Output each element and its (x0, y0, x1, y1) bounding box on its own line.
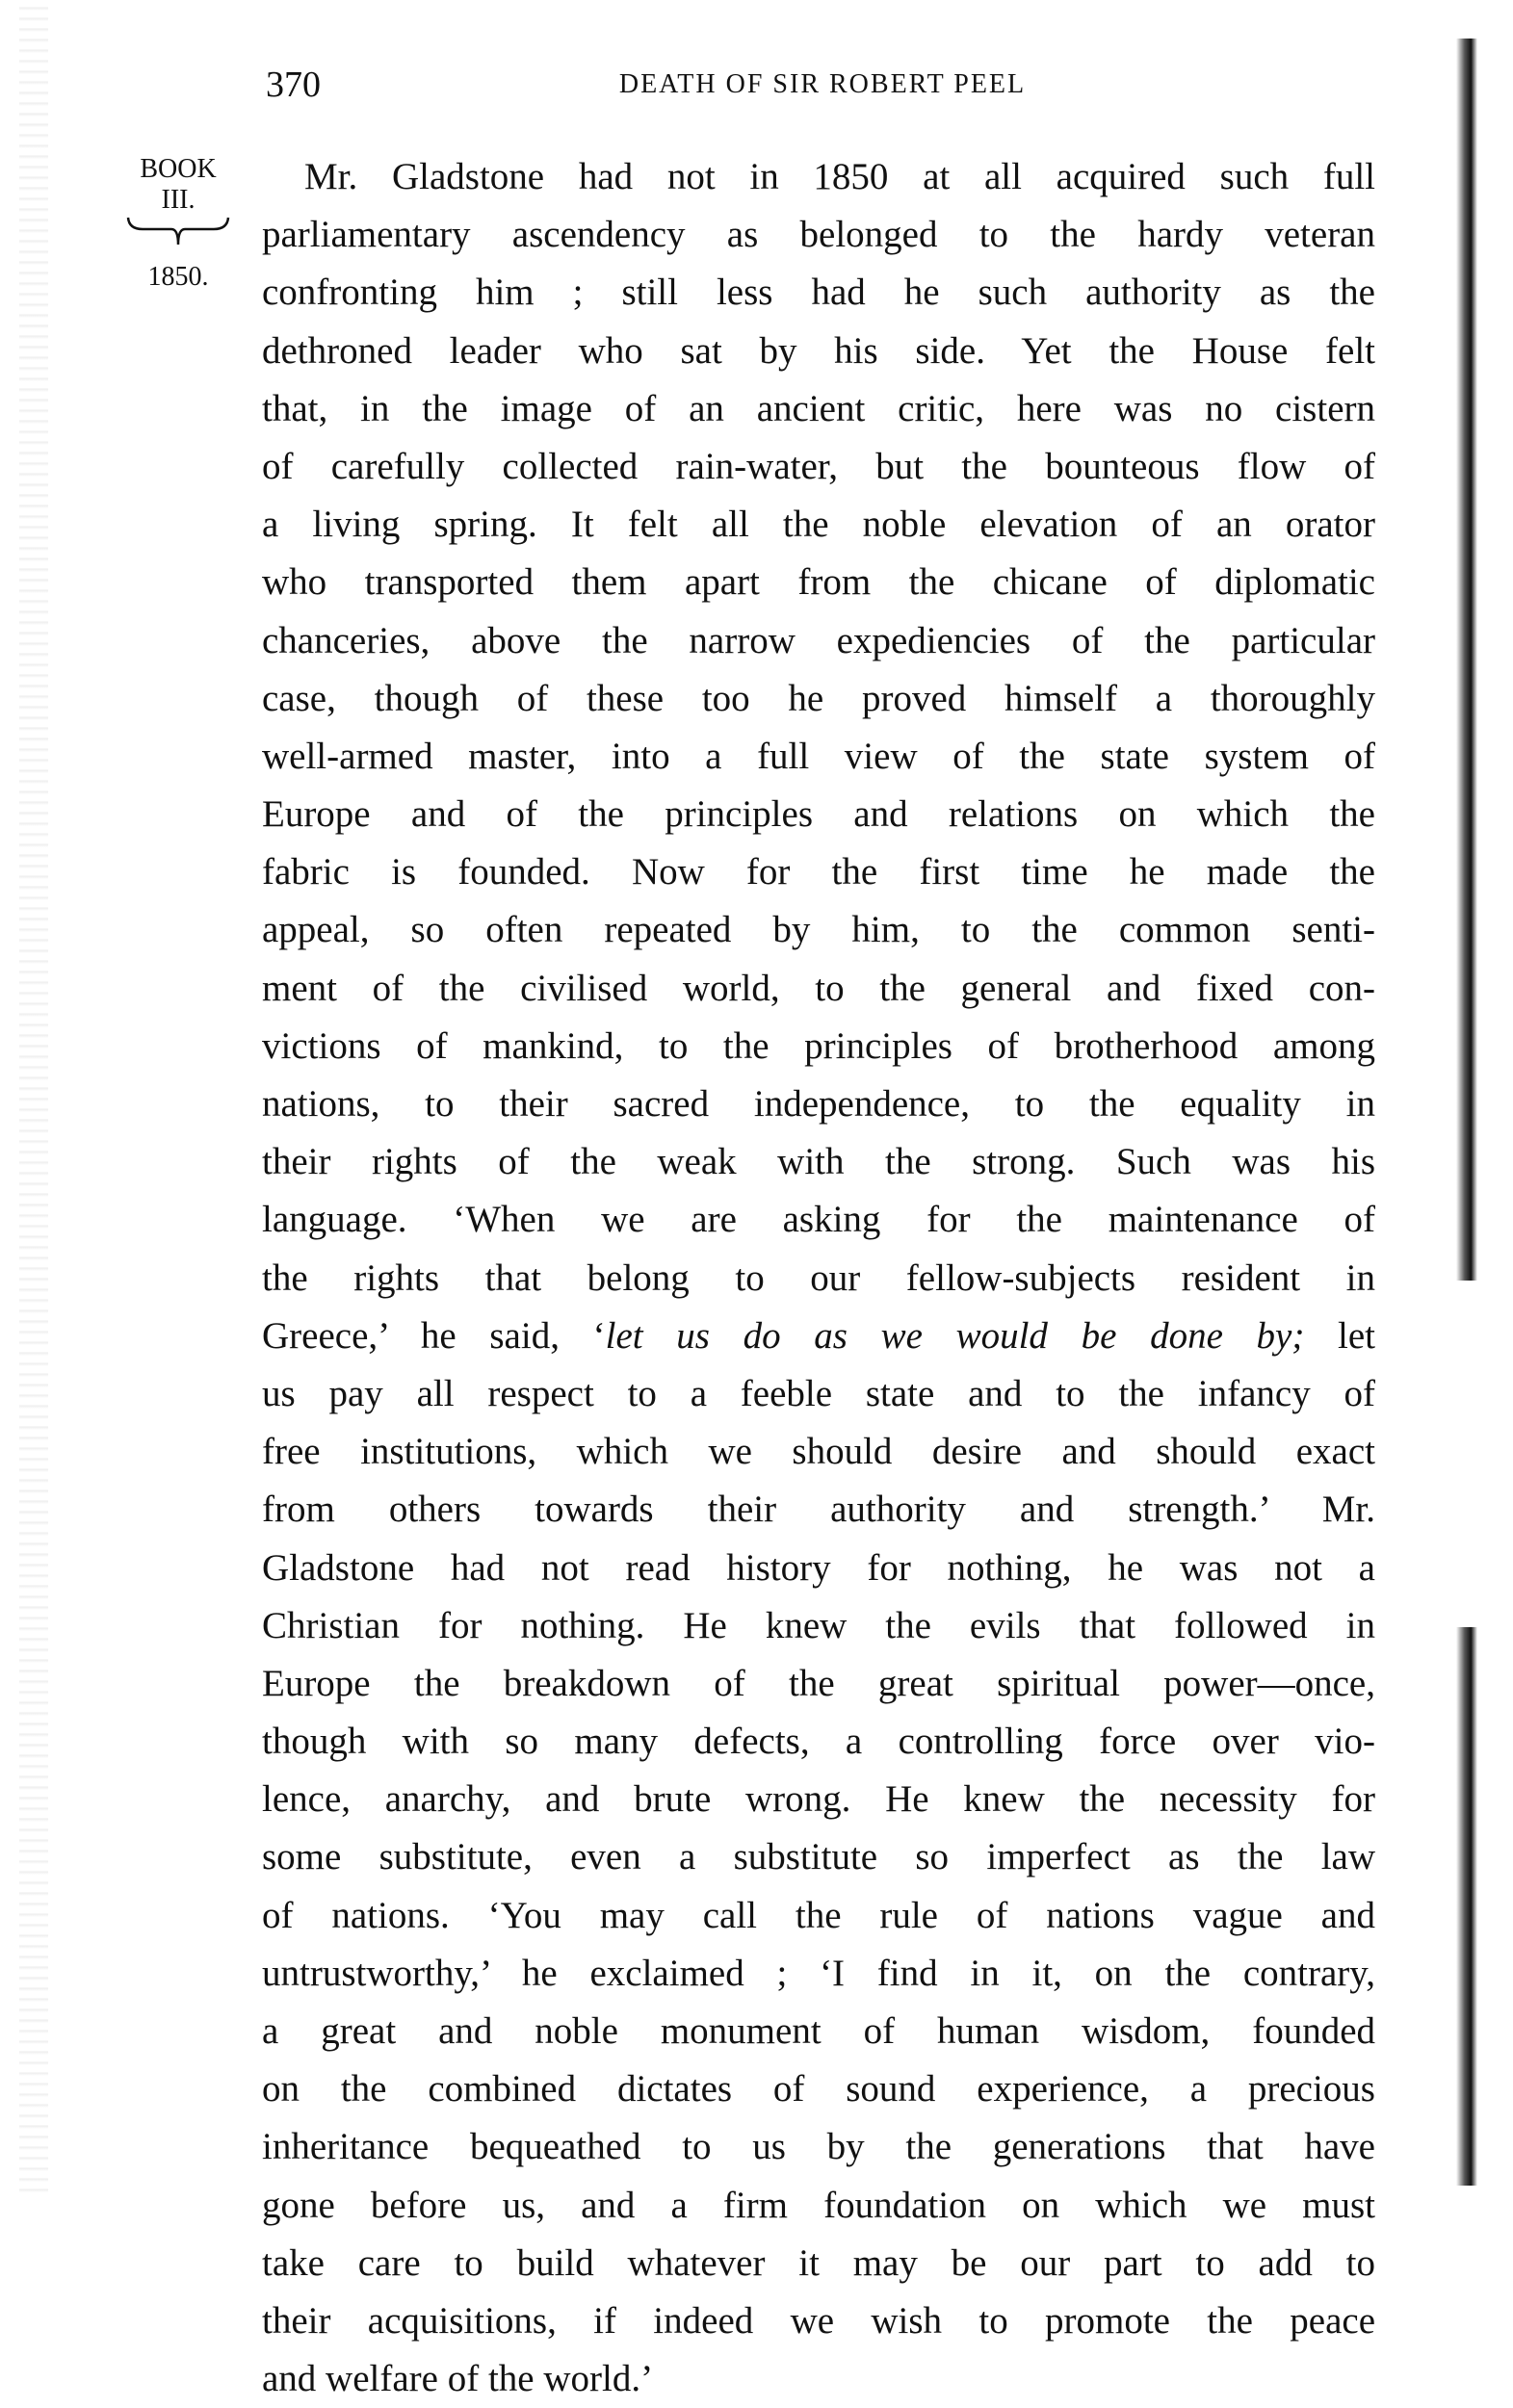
margin-volume: III. (161, 185, 196, 215)
text-line: well-armed master, into a full view of the state system of (262, 735, 1375, 777)
text-line: Mr. Gladstone had not in 1850 at all acquired such full (304, 156, 1375, 197)
text-line: from others towards their authority and strength.’ Mr. (262, 1489, 1375, 1531)
text-line: Gladstone had not read history for nothing, he was not a (262, 1546, 1375, 1589)
text-line: dethroned leader who sat by his side. Yet the House felt (262, 329, 1375, 372)
text-line: gone before us, and a firm foundation on which we must (262, 2184, 1375, 2226)
text-line: language. ‘When we are asking for the maintenance of (262, 1199, 1375, 1241)
text-line: parliamentary ascendency as belonged to the hardy veteran (262, 214, 1375, 256)
text-line: on the combined dictates of sound experience, a precious (262, 2068, 1375, 2110)
margin-book: BOOK (140, 154, 217, 184)
text-line: free institutions, which we should desire and should exact (262, 1431, 1375, 1473)
text-line (262, 1308, 1375, 1365)
text-line: who transported them apart from the chicane of diplomatic (262, 561, 1375, 604)
text-line: Christian for nothing. He knew the evils that followed in (262, 1604, 1375, 1646)
text-line: some substitute, even a substitute so imperfect as the law (262, 1836, 1375, 1878)
brace-icon (125, 216, 231, 248)
text-line: ment of the civilised world, to the general and fixed con- (262, 967, 1375, 1009)
text-segment-italic: let us do as we would be done by; (605, 1314, 1305, 1357)
page-number: 370 (266, 65, 321, 105)
text-line: of nations. ‘You may call the rule of nations vague and (262, 1894, 1375, 1936)
text-line: take care to build whatever it may be our part to add to (262, 2241, 1375, 2284)
text-line: us pay all respect to a feeble state and to the infancy of (262, 1372, 1375, 1414)
text-line: the rights that belong to our fellow-subjects resident in (262, 1256, 1375, 1299)
text-line: that, in the image of an ancient critic, here was no cistern (262, 387, 1375, 429)
margin-year: 1850. (147, 262, 209, 292)
text-segment-post: let (1304, 1314, 1376, 1357)
text-line: and welfare of the world.’ (262, 2358, 654, 2400)
text-line: Europe the breakdown of the great spiritual power—once, (262, 1662, 1375, 1704)
text-line: Europe and of the principles and relations on which the (262, 793, 1375, 836)
text-line: untrustworthy,’ he exclaimed ; ‘I find in it, on the contrary, (262, 1952, 1375, 1994)
body-text (262, 148, 1375, 2408)
text-line: a living spring. It felt all the noble elevation of an orator (262, 504, 1375, 546)
text-line: fabric is founded. Now for the first time he made the (262, 851, 1375, 893)
running-title: DEATH OF SIR ROBERT PEEL (618, 69, 1027, 99)
scan-left-edge (19, 0, 48, 2198)
text-line: their rights of the weak with the strong. Such was his (262, 1141, 1375, 1183)
text-segment-pre: Greece,’ he said, ‘ (262, 1314, 606, 1357)
text-line: their acquisitions, if indeed we wish to promote the peace (262, 2299, 1375, 2342)
text-line: case, though of these too he proved himself a thoroughly (262, 677, 1375, 719)
text-line: confronting him ; still less had he such authority as the (262, 272, 1375, 314)
text-line: appeal, so often repeated by him, to the common senti- (262, 909, 1375, 951)
page-header (266, 64, 1379, 112)
text-line: though with so many defects, a controlling force over vio- (262, 1721, 1375, 1763)
text-line: victions of mankind, to the principles of brotherhood among (262, 1024, 1375, 1067)
text-line: inheritance bequeathed to us by the generations that have (262, 2126, 1375, 2168)
text-line: a great and noble monument of human wisdom, founded (262, 2010, 1375, 2052)
text-line: nations, to their sacred independence, to the equality in (262, 1083, 1375, 1125)
scan-right-edge-lower (1456, 1627, 1477, 2186)
text-line: lence, anarchy, and brute wrong. He knew the necessity for (262, 1778, 1375, 1821)
margin-note (116, 154, 241, 293)
text-line: of carefully collected rain-water, but the bounteous flow of (262, 445, 1375, 487)
scan-right-edge-upper (1456, 39, 1477, 1281)
text-line: chanceries, above the narrow expediencies of the particular (262, 619, 1375, 661)
